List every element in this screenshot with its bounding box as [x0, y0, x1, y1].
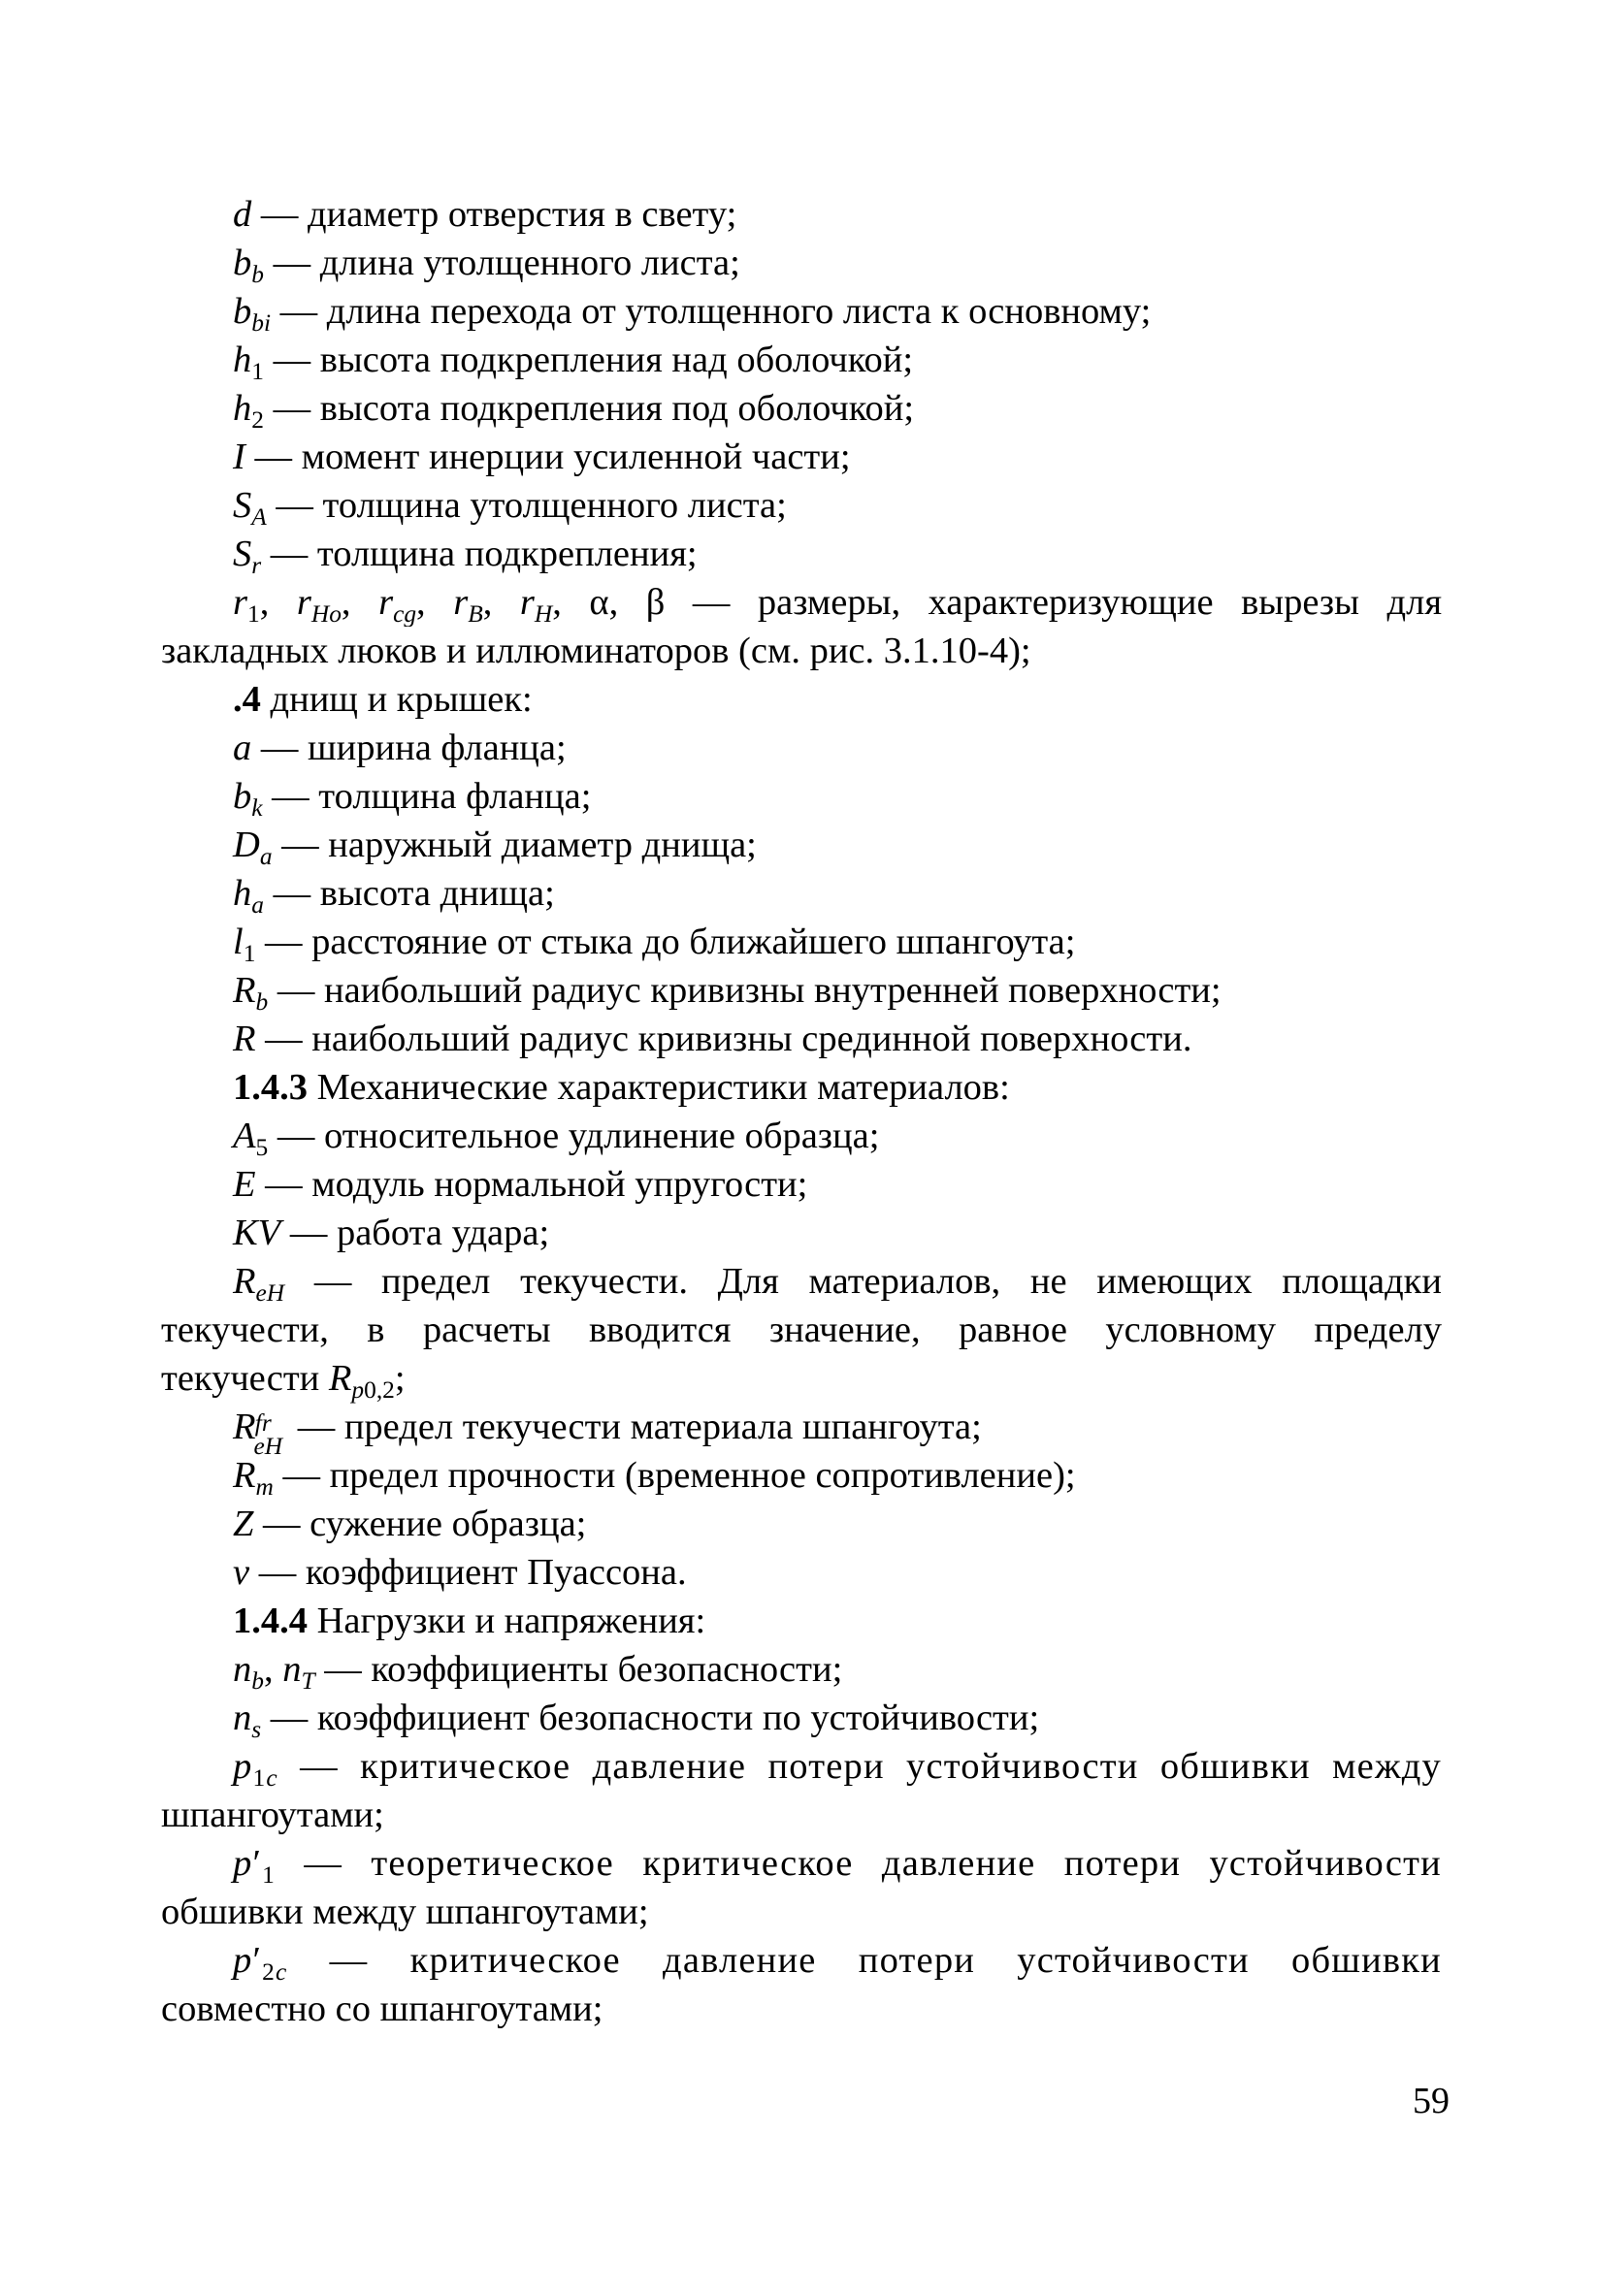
definition-p1-prime-cont: обшивки между шпангоутами; [161, 1892, 649, 1932]
definition-bb: $b_b$ — длина утолщенного листа; [233, 243, 740, 289]
definition-p1c: $p_{1c}$ — критическое давление потери устойчивости обшивки между [233, 1746, 1442, 1791]
definition-p2c-prime: $p'_{2c}$ — критическое давление потери устойчивости обшивки [233, 1940, 1442, 1985]
definition-Sr: $S_r$ — толщина подкрепления; [233, 534, 698, 580]
definition-p1-prime: $p'_1$ — теоретическое критическое давление потери устойчивости [233, 1843, 1442, 1888]
definition-ha: $h_a$ — высота днища; [233, 873, 555, 920]
definition-h2: $h_2$ — высота подкрепления под оболочкой; [233, 388, 915, 435]
definition-E: E — модуль нормальной упругости; [233, 1164, 808, 1205]
subsection-heading: .4 днищ и крышек: [233, 679, 533, 720]
definition-nb-nT: $n_b$, $n_T$ — коэффициенты безопасности; [233, 1649, 843, 1696]
definition-ReH-fr: R fr eH — предел текучести материала шпангоута; [233, 1407, 982, 1460]
definition-A5: $A_5$ — относительное удлинение образца; [233, 1116, 880, 1162]
definition-Z: Z — сужение образца; [233, 1504, 587, 1544]
superscript-subscript-stack: fr eH [253, 1408, 283, 1460]
definition-ReH-cont2: текучести $R_{p0,2}$; [161, 1358, 406, 1405]
definition-Rm: $R_m$ — предел прочности (временное сопротивление); [233, 1455, 1076, 1502]
definition-ns: $n_s$ — коэффициент безопасности по устойчивости; [233, 1698, 1040, 1744]
definition-Da: $D_a$ — наружный диаметр днища; [233, 825, 757, 871]
definition-R: R — наибольший радиус кривизны срединной поверхности. [233, 1019, 1192, 1059]
definition-h1: $h_1$ — высота подкрепления над оболочкой; [233, 340, 914, 386]
definition-nu: ν — коэффициент Пуассона. [233, 1552, 687, 1593]
notation-list [161, 190, 1442, 2033]
definition-I: I — момент инерции усиленной части; [233, 437, 851, 477]
section-heading: 1.4.4 Нагрузки и напряжения: [233, 1601, 706, 1641]
definition-bk: $b_k$ — толщина фланца; [233, 776, 592, 823]
definition-p2c-prime-cont: совместно со шпангоутами; [161, 1989, 603, 2029]
definition-cutout-dimensions: $r_1$, $r_{Ho}$, $r_{cg}$, $r_B$, $r_H$, α, β — размеры, характеризующие вырезы для [233, 582, 1442, 627]
definition-a: a — ширина фланца; [233, 728, 567, 768]
definition-ReH: $R_{eH}$ — предел текучести. Для материалов, не имеющих площадки [233, 1261, 1442, 1306]
page-number: 59 [1413, 2081, 1450, 2121]
definition-bbi: $b_{bi}$ — длина перехода от утолщенного листа к основному; [233, 291, 1152, 338]
definition-KV: KV — работа удара; [233, 1213, 550, 1253]
definition-d: d — диаметр отверстия в свету; [233, 194, 737, 235]
definition-Rb: $R_b$ — наибольший радиус кривизны внутренней поверхности; [233, 970, 1222, 1017]
definition-cutout-dimensions-cont: закладных люков и иллюминаторов (см. рис. 3.1.10-4); [161, 631, 1031, 671]
definition-ReH-cont: текучести, в расчеты вводится значение, равное условному пределу [161, 1310, 1442, 1350]
definition-p1c-cont: шпангоутами; [161, 1795, 384, 1835]
section-heading: 1.4.3 Механические характеристики материалов: [233, 1067, 1010, 1108]
definition-l1: $l_1$ — расстояние от стыка до ближайшего шпангоута; [233, 922, 1076, 968]
definition-SA: $S_A$ — толщина утолщенного листа; [233, 485, 787, 532]
